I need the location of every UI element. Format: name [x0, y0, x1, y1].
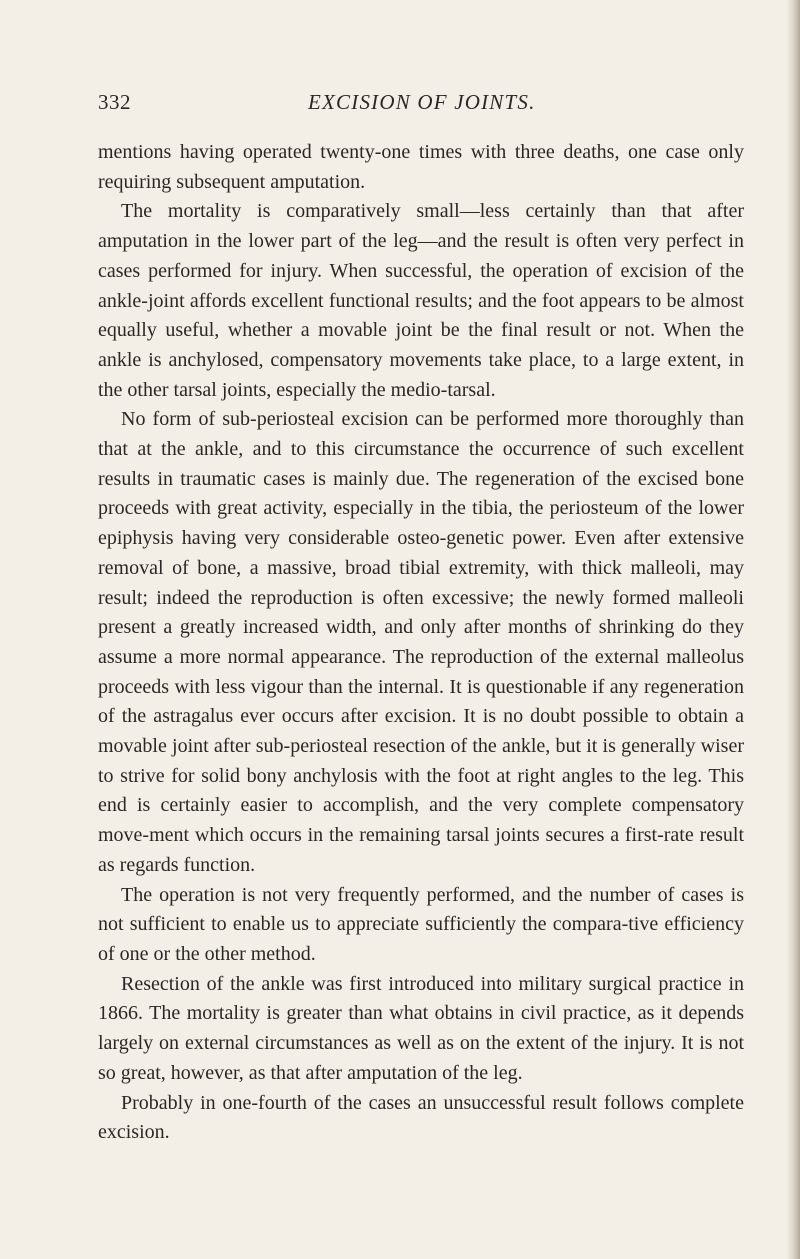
paragraph-frequency: The operation is not very frequently performed, and the number of cases is not sufficient to enable us to appreciate sufficiently the compara-tive efficiency of one or the other method. — [98, 883, 744, 965]
body-text — [98, 138, 744, 1148]
running-head — [98, 90, 748, 120]
page-number: 332 — [98, 90, 131, 114]
running-head-title: EXCISION OF JOINTS. — [308, 90, 536, 114]
paragraph-continuation: mentions having operated twenty-one times with three deaths, one case only requiring subsequent amputation. — [98, 141, 744, 193]
paragraph-military-practice: Resection of the ankle was first introduced into military surgical practice in 1866. The mortality is greater than what obtains in civil practice, as it depends largely on external circumstances as well as on the extent of the injury. It is not so great, however, as that after amputation of the leg. — [98, 972, 744, 1084]
paragraph-mortality: The mortality is comparatively small—less certainly than that after amputation in the lower part of the leg—and the result is often very perfect in cases performed for injury. When successful, the operation of excision of the ankle-joint affords excellent functional results; and the foot appears to be almost equally useful, whether a movable joint be the final result or not. When the ankle is anchylosed, compensatory movements take place, to a large extent, in the other tarsal joints, especially the medio-tarsal. — [98, 200, 744, 401]
paragraph-unsuccessful-result: Probably in one-fourth of the cases an unsuccessful result follows complete excision. — [98, 1091, 744, 1144]
paragraph-sub-periosteal-excision: No form of sub-periosteal excision can be performed more thoroughly than that at the ankle, and to this circumstance the occurrence of such excellent results in traumatic cases is mainly due. The regeneration of the excised bone proceeds with great activity, especially in the tibia, the periosteum of the lower epiphysis having very considerable osteo-genetic power. Even after extensive removal of bone, a massive, broad tibial extremity, with thick malleoli, may result; indeed the reproduction is often excessive; the newly formed malleoli present a greatly increased width, and only after months of shrinking do they assume a more normal appearance. The reproduction of the external malleolus proceeds with less vigour than the internal. It is questionable if any regeneration of the astragalus ever occurs after excision. It is no doubt possible to obtain a movable joint after sub-periosteal resection of the ankle, but it is generally wiser to strive for solid bony anchylosis with the foot at right angles to the leg. This end is certainly easier to accomplish, and the very complete compensatory move-ment which occurs in the remaining tarsal joints secures a first-rate result as regards function. — [98, 408, 744, 876]
